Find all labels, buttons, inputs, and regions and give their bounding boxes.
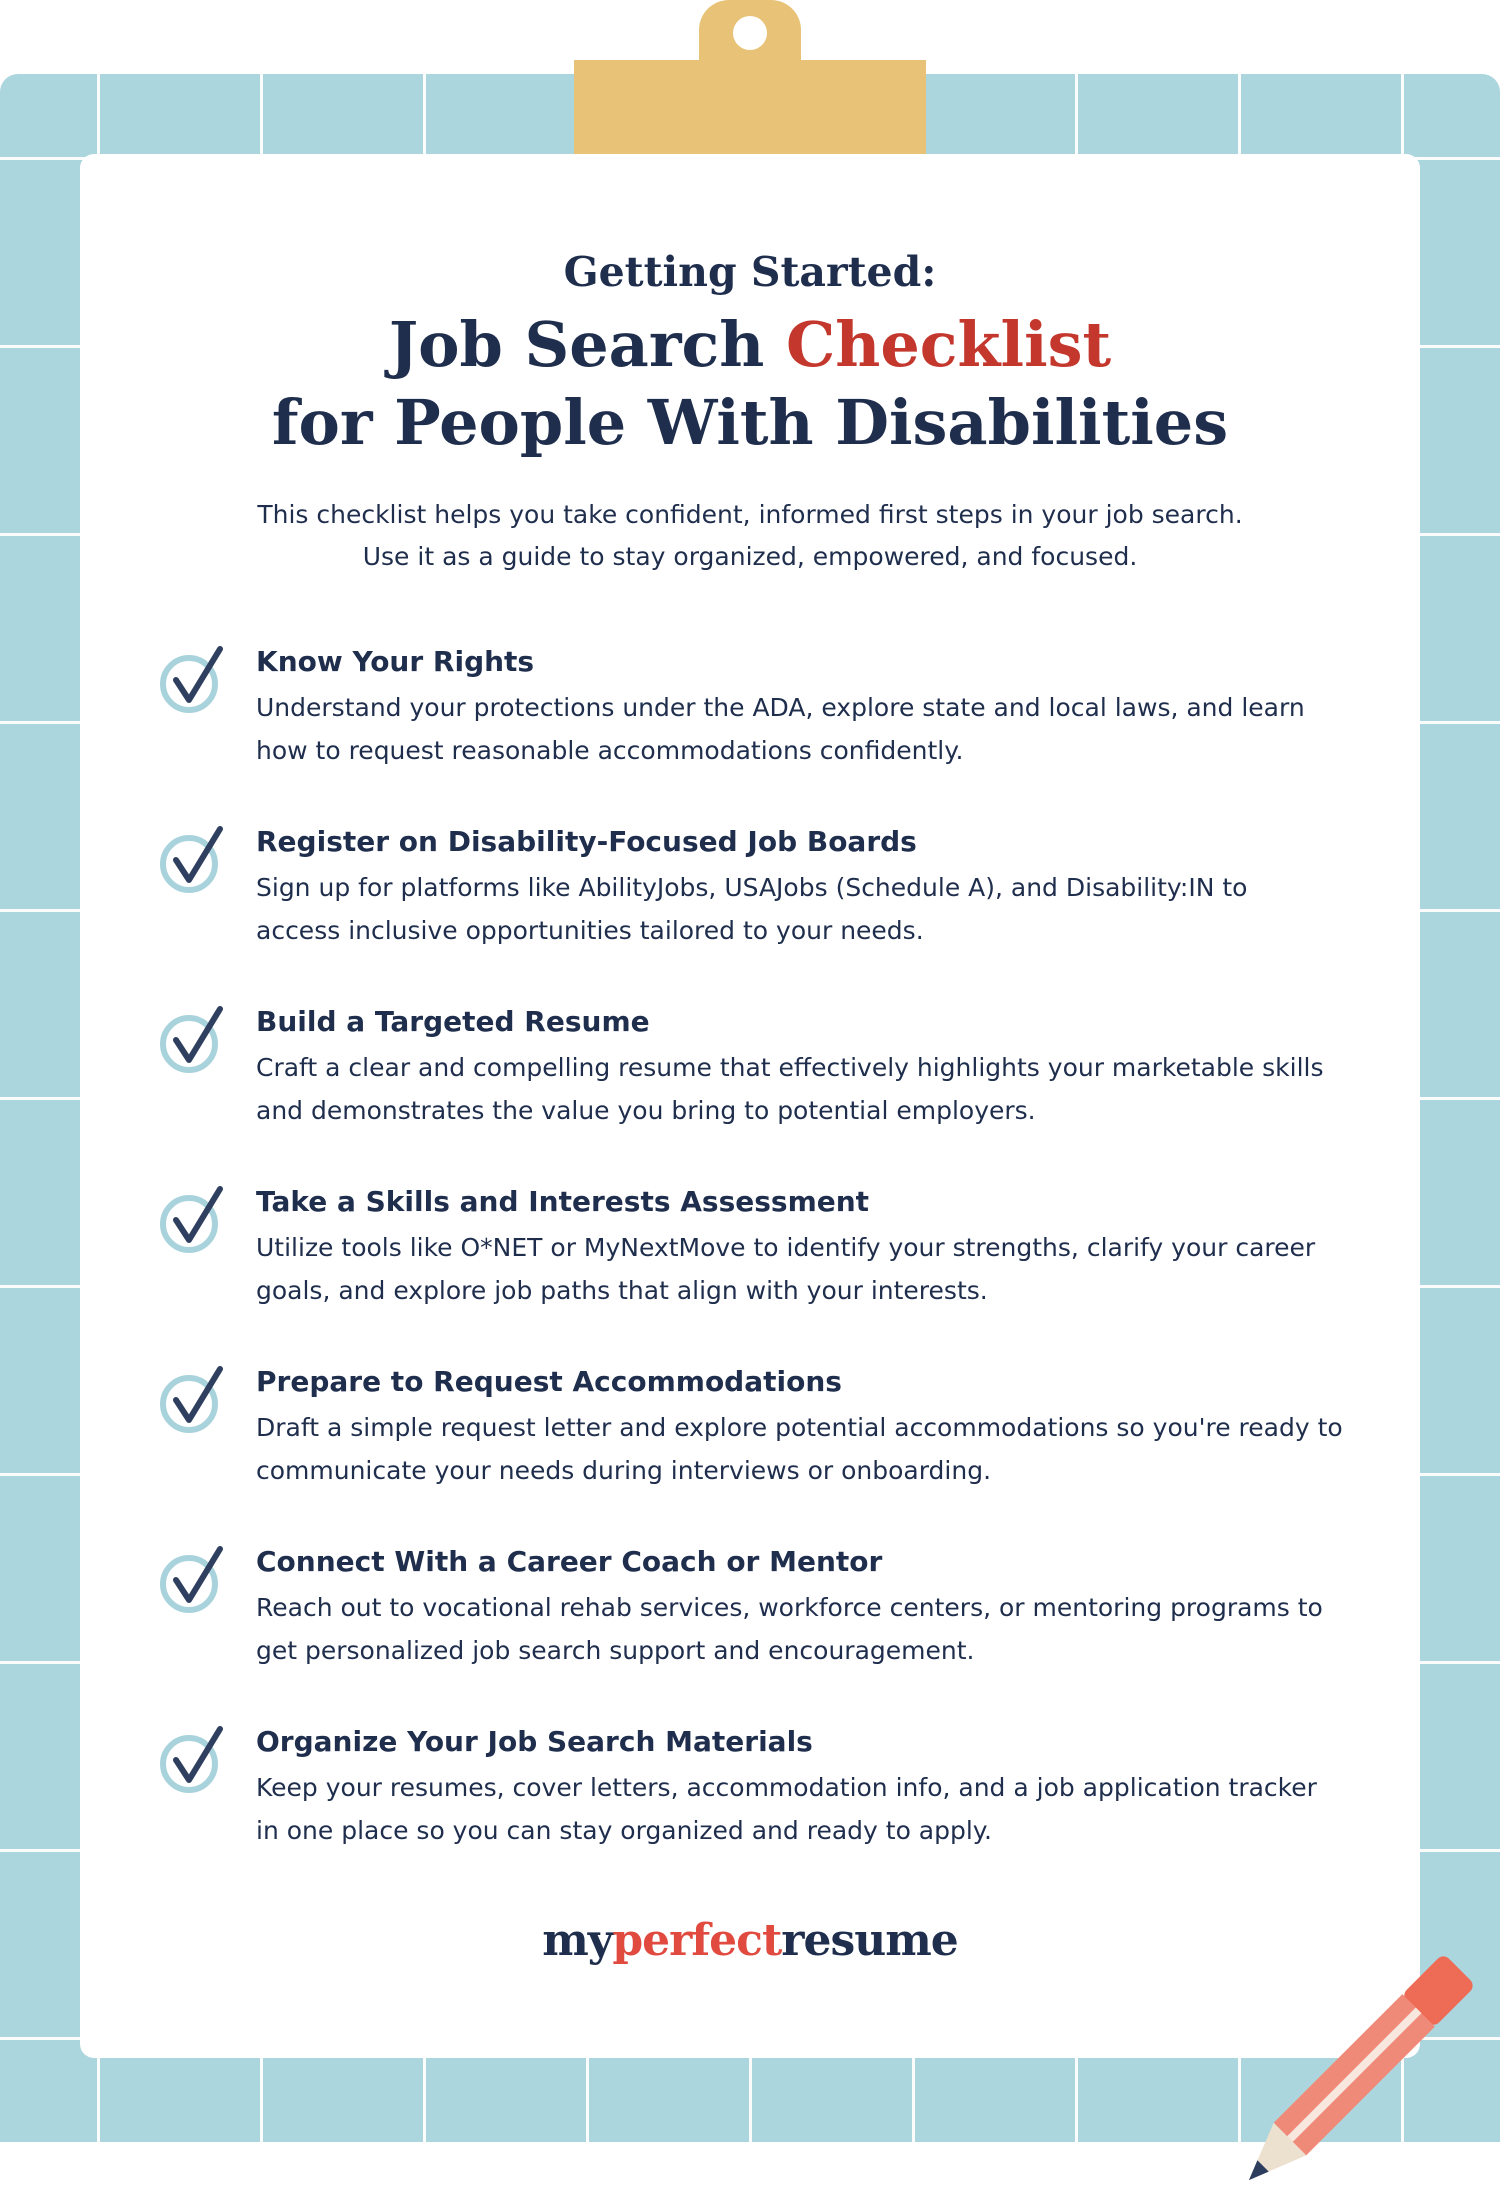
checklist-paper: [80, 154, 1420, 2058]
checklist-item-title: Register on Disability-Focused Job Boards: [256, 825, 917, 858]
checklist-item-title: Take a Skills and Interests Assessment: [256, 1185, 870, 1218]
description-line: goals, and explore job paths that align with your interests.: [256, 1276, 988, 1305]
description-line: Reach out to vocational rehab services, workforce centers, or mentoring programs to: [256, 1593, 1323, 1622]
description-line: communicate your needs during interviews or onboarding.: [256, 1456, 992, 1485]
title-accent: Checklist: [785, 308, 1112, 381]
description-line: access inclusive opportunities tailored to your needs.: [256, 916, 924, 945]
checklist-item: [80, 644, 1420, 794]
page-title: [80, 306, 1420, 462]
checklist-item-title: Build a Targeted Resume: [256, 1005, 650, 1038]
description-line: Draft a simple request letter and explore potential accommodations so you're ready to: [256, 1413, 1343, 1442]
checklist-item: [80, 1184, 1420, 1334]
checklist-item: [80, 1004, 1420, 1154]
checklist-item-description: [256, 1406, 1386, 1492]
checkmark-circle-icon: [158, 1006, 228, 1074]
description-line: Keep your resumes, cover letters, accommodation info, and a job application tracker: [256, 1773, 1317, 1802]
checklist-item: [80, 1724, 1420, 1874]
checklist-item-description: [256, 1586, 1386, 1672]
description-line: get personalized job search support and encouragement.: [256, 1636, 975, 1665]
checkmark-circle-icon: [158, 646, 228, 714]
description-line: Sign up for platforms like AbilityJobs, USAJobs (Schedule A), and Disability:IN to: [256, 873, 1248, 902]
checklist-item-title: Know Your Rights: [256, 645, 535, 678]
checkmark-circle-icon: [158, 1726, 228, 1794]
intro-line-1: This checklist helps you take confident, informed first steps in your job search.: [257, 500, 1243, 529]
page-kicker: Getting Started:: [563, 248, 937, 296]
checkmark-circle-icon: [158, 1546, 228, 1614]
title-line2: for People With Disabilities: [271, 386, 1229, 459]
checklist-item: [80, 1364, 1420, 1514]
pencil-icon: [1225, 1944, 1485, 2204]
clipboard-clip-hole: [733, 16, 767, 50]
checkmark-circle-icon: [158, 1366, 228, 1434]
description-line: and demonstrates the value you bring to potential employers.: [256, 1096, 1036, 1125]
description-line: how to request reasonable accommodations confidently.: [256, 736, 964, 765]
checklist-item-description: [256, 1046, 1386, 1132]
checklist-item-title: Connect With a Career Coach or Mentor: [256, 1545, 883, 1578]
checklist-item: [80, 824, 1420, 974]
description-line: Understand your protections under the ADA, explore state and local laws, and learn: [256, 693, 1305, 722]
title-part1: Job Search: [388, 308, 786, 381]
intro-text: [80, 494, 1420, 578]
checklist-item-title: Prepare to Request Accommodations: [256, 1365, 842, 1398]
checklist-item-description: [256, 1226, 1386, 1312]
brand-logo: [80, 1915, 1420, 1966]
checklist-item-description: [256, 866, 1386, 952]
intro-line-2: Use it as a guide to stay organized, empowered, and focused.: [362, 542, 1138, 571]
description-line: in one place so you can stay organized and ready to apply.: [256, 1816, 992, 1845]
checklist-item-description: [256, 686, 1386, 772]
checkmark-circle-icon: [158, 826, 228, 894]
checklist-item: [80, 1544, 1420, 1694]
checklist-item-title: Organize Your Job Search Materials: [256, 1725, 813, 1758]
logo-part-resume: resume: [781, 1915, 958, 1966]
logo-part-my: my: [542, 1915, 613, 1966]
logo-part-perfect: perfect: [612, 1915, 782, 1966]
description-line: Utilize tools like O*NET or MyNextMove to identify your strengths, clarify your career: [256, 1233, 1316, 1262]
description-line: Craft a clear and compelling resume that effectively highlights your marketable skills: [256, 1053, 1324, 1082]
checkmark-circle-icon: [158, 1186, 228, 1254]
checklist-item-description: [256, 1766, 1386, 1852]
